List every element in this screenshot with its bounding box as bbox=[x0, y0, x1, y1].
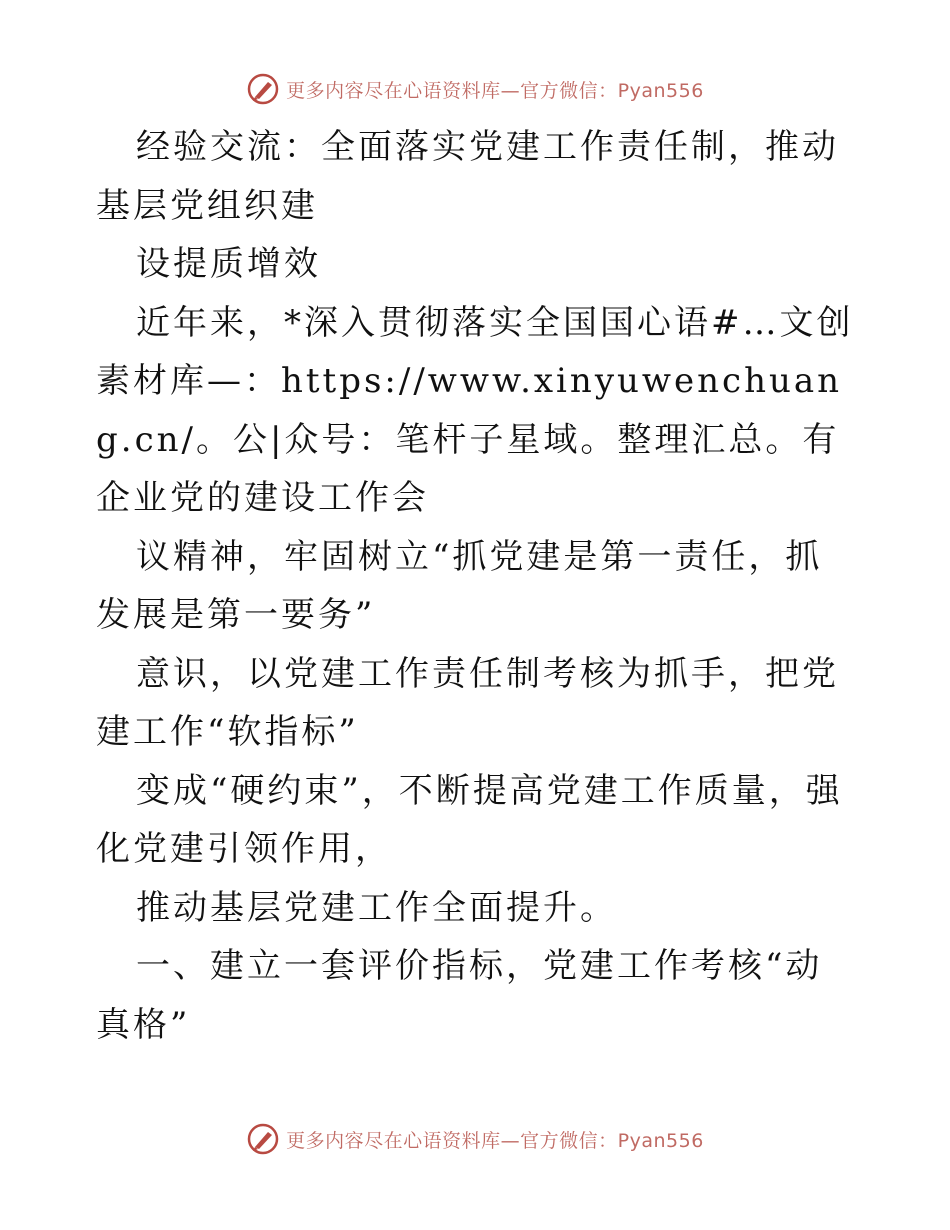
paragraph-constraint: 变成“硬约束”，不断提高党建工作质量，强化党建引领作用， bbox=[96, 770, 843, 869]
pen-logo-icon bbox=[246, 1122, 280, 1156]
pen-logo-icon bbox=[246, 72, 280, 106]
paragraph-spirit: 议精神，牢固树立“抓党建是第一责任，抓发展是第一要务” bbox=[96, 536, 823, 635]
title-line-2: 设提质增效 bbox=[136, 244, 321, 284]
header-banner-text: 更多内容尽在心语资料库—官方微信：Pyan556 bbox=[286, 79, 704, 102]
paragraph-intro: 近年来，*深入贯彻落实全国国心语#…文创素材库—：https://www.xinyuwenchuang.cn/。公|众号：笔杆子星域。整理汇总。有企业党的建设工作会 bbox=[96, 302, 854, 518]
section-heading-1: 一、建立一套评价指标，党建工作考核“动真格” bbox=[96, 946, 823, 1045]
footer-banner-text: 更多内容尽在心语资料库—官方微信：Pyan556 bbox=[286, 1129, 704, 1152]
paragraph-awareness: 意识，以党建工作责任制考核为抓手，把党建工作“软指标” bbox=[96, 653, 839, 752]
header-banner bbox=[0, 72, 950, 106]
footer-banner bbox=[0, 1122, 950, 1156]
title-line-1: 经验交流：全面落实党建工作责任制，推动基层党组织建 bbox=[96, 127, 839, 226]
paragraph-promote: 推动基层党建工作全面提升。 bbox=[136, 887, 617, 928]
document-body bbox=[96, 118, 856, 1054]
